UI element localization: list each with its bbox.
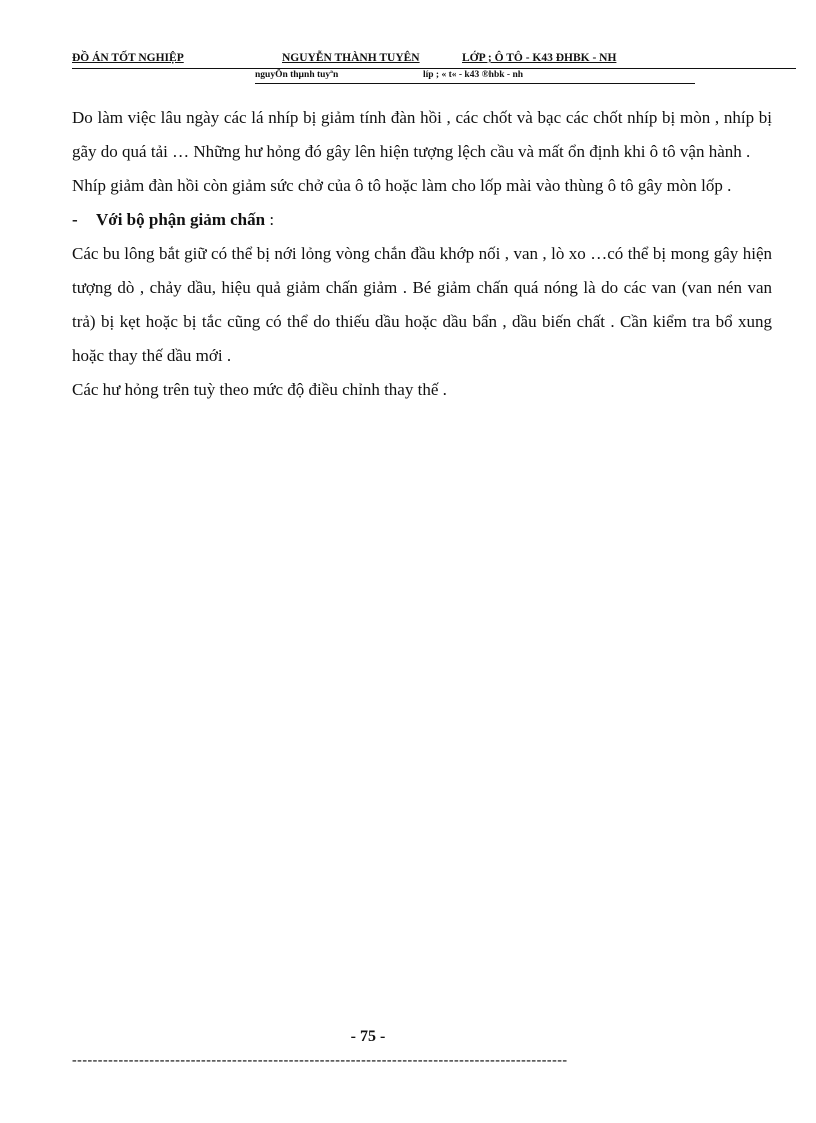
header-class-info: LỚP ; Ô TÔ - K43 ĐHBK - NH bbox=[462, 52, 617, 64]
paragraph-leaf-spring-elasticity: Nhíp giảm đàn hồi còn giảm sức chở của ô tô hoặc làm cho lốp mài vào thùng ô tô gây mòn lốp . bbox=[72, 176, 732, 195]
section-heading-shock-absorber bbox=[72, 203, 772, 237]
section-heading-text: Với bộ phận giảm chấn bbox=[96, 210, 266, 229]
section-heading-colon: : bbox=[265, 210, 275, 229]
page-subheader bbox=[255, 70, 695, 84]
page-number: - 75 - bbox=[350, 1028, 386, 1045]
subheader-author-name: nguyÔn thµnh tuyªn bbox=[255, 70, 339, 80]
page-header bbox=[72, 52, 796, 69]
document-body bbox=[72, 101, 772, 407]
header-author-name: NGUYỄN THÀNH TUYÊN bbox=[282, 52, 420, 64]
paragraph-conclusion: Các hư hỏng trên tuỳ theo mức độ điều chỉnh thay thế . bbox=[72, 380, 447, 399]
bullet-dash: - bbox=[72, 210, 78, 229]
footer-dashed-rule: ------------------------------------------------------------------------------------------------ bbox=[72, 1053, 568, 1068]
subheader-class-info: líp ; « t« - k43 ®hbk - nh bbox=[423, 70, 524, 80]
header-project-title: ĐỒ ÁN TỐT NGHIỆP bbox=[72, 52, 184, 64]
paragraph-shock-absorber-faults: Các bu lông bắt giữ có thể bị nới lỏng vòng chắn đầu khớp nối , van , lò xo …có thể bị mong gây hiện tượng dò , chảy dầu, hiệu quả giảm chấn giảm . Bé giảm chấn quá nóng là do các van (van nén van trả) bị kẹt hoặc bị tắc cũng có thể do thiếu dầu hoặc dầu bẩn , dầu biến chất . Cần kiểm tra bổ xung hoặc thay thế dầu mới . bbox=[72, 244, 772, 365]
paragraph-leaf-spring-wear: Do làm việc lâu ngày các lá nhíp bị giảm tính đàn hồi , các chốt và bạc các chốt nhíp bị mòn , nhíp bị gãy do quá tải … Những hư hỏng đó gây lên hiện tượng lệch cầu và mất ổn định khi ô tô vận hành . bbox=[72, 108, 772, 161]
